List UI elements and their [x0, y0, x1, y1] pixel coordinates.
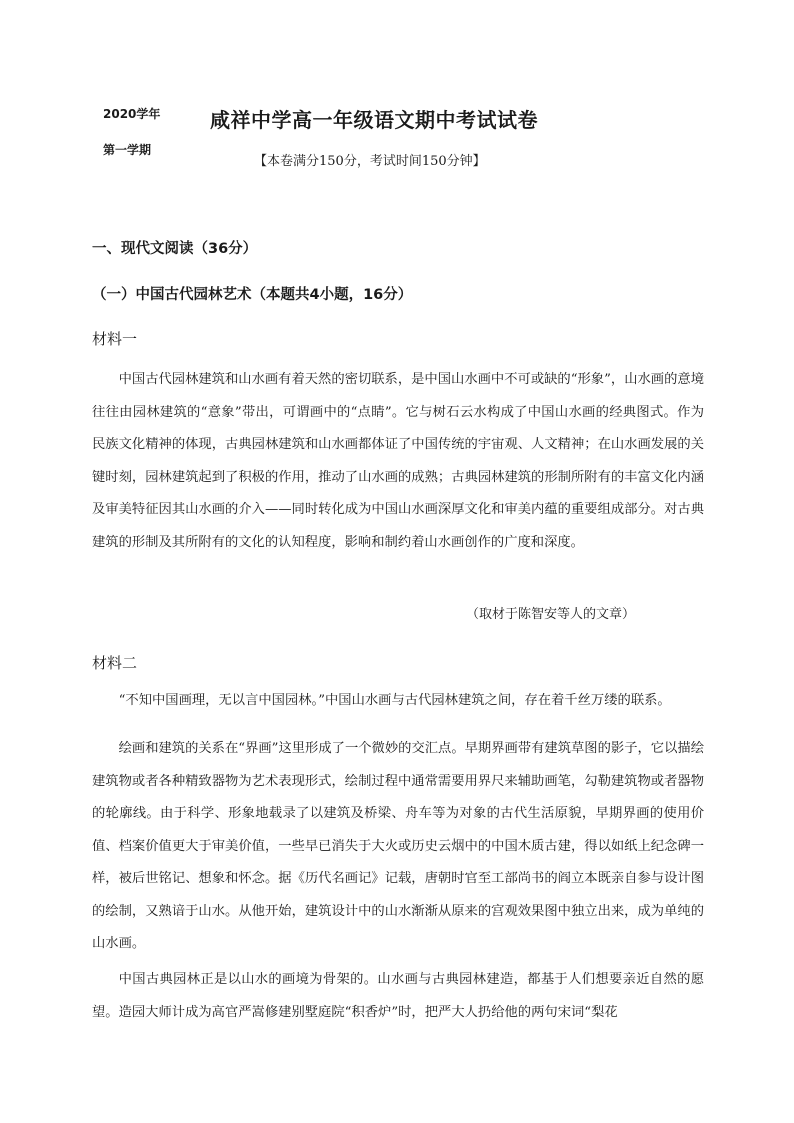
material2-paragraph-1: “不知中国画理，无以言中国园林。”中国山水画与古代园林建筑之间，存在着千丝万缕的联系。	[118, 693, 671, 708]
school-year: 2020学年	[103, 107, 161, 121]
year-term-block	[103, 96, 160, 168]
exam-title: 咸祥中学高一年级语文期中考试试卷	[210, 108, 538, 132]
material2-paragraph-2: 绘画和建筑的关系在“界画”这里形成了一个微妙的交汇点。早期界画带有建筑草图的影子，它以描绘建筑物或者各种精致器物为艺术表现形式，绘制过程中通常需要用界尺来辅助画笔，勾勒建筑物或者器物的轮廓线。由于科学、形象地载录了以建筑及桥梁、舟车等为对象的古代生活原貌，早期界画的使用价值、档案价值更大于审美价值，一些早已消失于大火或历史云烟中的中国木质古建，得以如纸上纪念碑一样，被后世铭记、想象和怀念。据《历代名画记》记载，唐朝时官至工部尚书的阎立本既亲自参与设计图的绘制，又熟谙于山水。从他开始，建筑设计中的山水渐渐从原来的宫观效果图中独立出来，成为单纯的山水画。	[92, 741, 704, 951]
exam-subtitle: 【本卷满分150分，考试时间150分钟】	[254, 154, 486, 169]
material2-paragraph-3: 中国古典园林正是以山水的画境为骨架的。山水画与古典园林建造，都基于人们想要亲近自然的愿望。造园大师计成为高官严嵩修建别墅庭院“积香炉”时，把严大人扔给他的两句宋词“梨花	[92, 972, 704, 1020]
material2-label: 材料二	[92, 654, 138, 672]
section-heading: 一、现代文阅读（36分）	[92, 241, 258, 257]
material1-paragraph: 中国古代园林建筑和山水画有着天然的密切联系，是中国山水画中不可或缺的“形象”，山水画的意境往往由园林建筑的“意象”带出，可谓画中的“点睛”。它与树石云水构成了中国山水画的经典图式。作为民族文化精神的体现，古典园林建筑和山水画都体证了中国传统的宇宙观、人文精神；在山水画发展的关键时刻，园林建筑起到了积极的作用，推动了山水画的成熟；古典园林建筑的形制所附有的丰富文化内涵及审美特征因其山水画的介入——同时转化成为中国山水画深厚文化和审美内蕴的重要组成部分。对古典建筑的形制及其所附有的文化的认知程度，影响和制约着山水画创作的广度和深度。	[92, 372, 704, 550]
semester: 第一学期	[103, 143, 152, 157]
material1-label: 材料一	[92, 330, 138, 348]
material1-source: （取材于陈智安等人的文章）	[466, 607, 636, 622]
part-heading: （一）中国古代园林艺术（本题共4小题，16分）	[92, 287, 413, 303]
